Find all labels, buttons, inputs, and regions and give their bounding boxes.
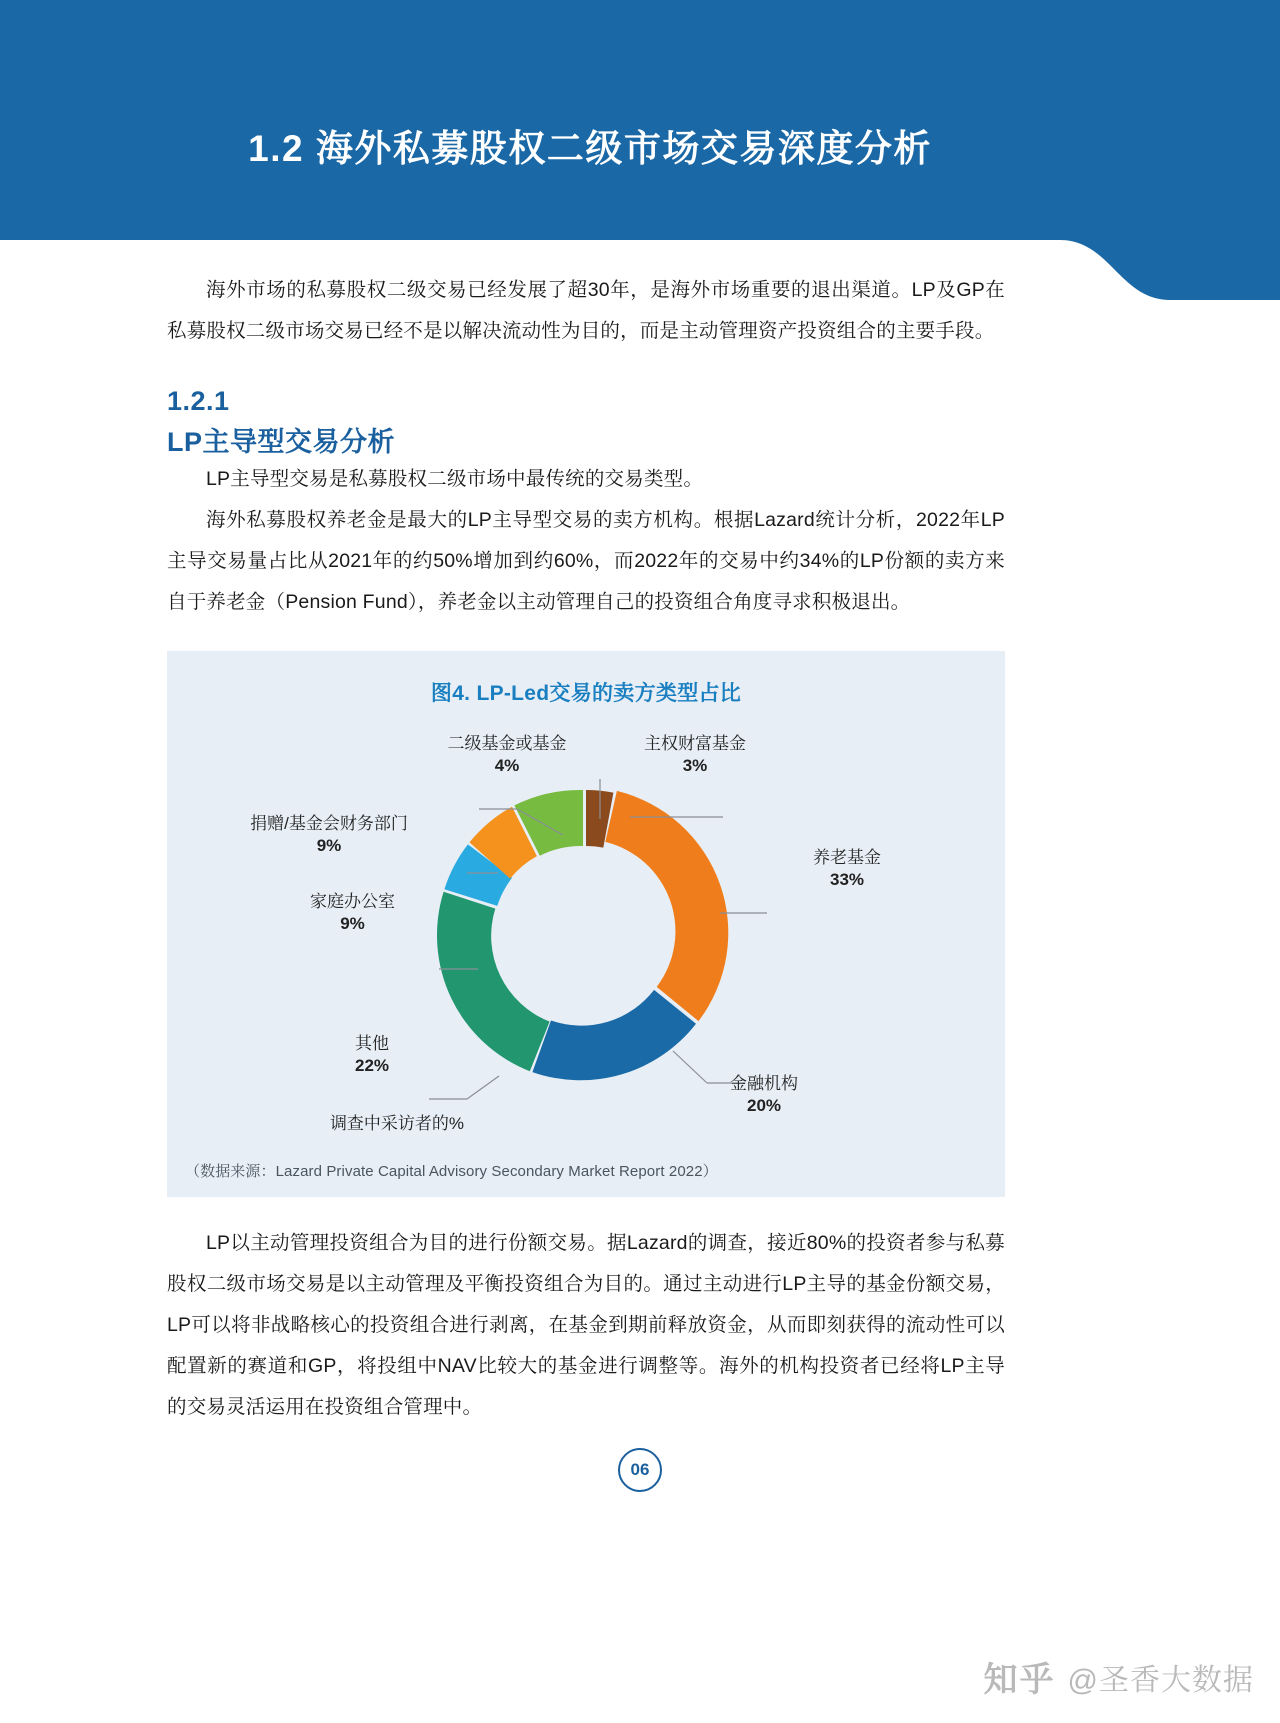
slice-pension-fund: [605, 791, 728, 1021]
slice-label-endowment-foundation: [209, 809, 449, 856]
chart-axis-note: 调查中采访者的%: [329, 1114, 465, 1133]
paragraph-1: LP主导型交易是私募股权二级市场中最传统的交易类型。: [206, 468, 704, 490]
slice-label-endowment-foundation-name: 捐赠/基金会财务部门: [250, 814, 408, 833]
slice-label-secondary-fund-name: 二级基金或基金: [447, 734, 567, 753]
chart-source-note: （数据来源：Lazard Private Capital Advisory Secondary Market Report 2022）: [185, 1163, 718, 1180]
slice-label-others: [317, 1029, 427, 1076]
paragraph-3: LP以主动管理投资组合为目的进行份额交易。据Lazard的调查，接近80%的投资者参与私募股权二级市场交易是以主动管理及平衡投资组合为目的。通过主动进行LP主导的基金份额交易，LP可以将非战略核心的投资组合进行剥离，在基金到期前释放资金，从而即刻获得的流动性可以配置新的赛道和GP，将投组中NAV比较大的基金进行调整等。海外的机构投资者已经将LP主导的交易灵活运用在投资组合管理中。: [167, 1232, 1005, 1418]
slice-label-others-name: 其他: [355, 1034, 389, 1053]
slice-financial-institution: [532, 990, 696, 1080]
slice-others: [437, 892, 550, 1071]
slice-label-pension-fund-value: 33%: [829, 870, 865, 889]
page-header: [0, 0, 1280, 300]
slice-label-pension-fund: [762, 843, 932, 890]
chart-panel: [167, 651, 1005, 1197]
slice-label-financial-institution-value: 20%: [746, 1096, 782, 1115]
slice-label-sovereign-wealth-fund: [595, 729, 795, 776]
watermark-logo: 知乎: [983, 1661, 1056, 1699]
section-title: LP主导型交易分析: [167, 427, 396, 457]
slice-label-sovereign-wealth-fund-name: 主权财富基金: [644, 734, 746, 753]
slice-label-financial-institution-name: 金融机构: [730, 1074, 798, 1093]
slice-label-secondary-fund-value: 4%: [494, 756, 520, 775]
section-number: 1.2.1: [167, 386, 230, 416]
slice-label-financial-institution: [679, 1069, 849, 1116]
page-number-badge: 06: [618, 1448, 662, 1492]
chart-title: 图4. LP-Led交易的卖方类型占比: [430, 682, 742, 705]
slice-label-sovereign-wealth-fund-value: 3%: [682, 756, 708, 775]
slice-label-others-value: 22%: [354, 1056, 390, 1075]
paragraph-2: 海外私募股权养老金是最大的LP主导型交易的卖方机构。根据Lazard统计分析，2022年LP主导交易量占比从2021年的约50%增加到约60%，而2022年的交易中约34%的LP份额的卖方来自于养老金（Pension Fund），养老金以主动管理自己的投资组合角度寻求积极退出。: [167, 509, 1005, 613]
page-content: [0, 270, 1280, 1428]
slice-label-secondary-fund: [397, 729, 617, 776]
intro-paragraph: 海外市场的私募股权二级交易已经发展了超30年，是海外市场重要的退出渠道。LP及GP在私募股权二级市场交易已经不是以解决流动性为目的，而是主动管理资产投资组合的主要手段。: [167, 279, 1005, 342]
slice-label-family-office-name: 家庭办公室: [310, 892, 395, 911]
donut-chart: [167, 701, 1005, 1131]
slice-label-pension-fund-name: 养老基金: [813, 848, 881, 867]
watermark: [984, 1652, 1254, 1701]
slice-label-family-office: [255, 887, 450, 934]
watermark-text: @圣香大数据: [1067, 1663, 1254, 1697]
slice-label-family-office-value: 9%: [340, 914, 365, 933]
slice-label-endowment-foundation-value: 9%: [316, 836, 342, 855]
page-title: 1.2 海外私募股权二级市场交易深度分析: [248, 128, 932, 169]
